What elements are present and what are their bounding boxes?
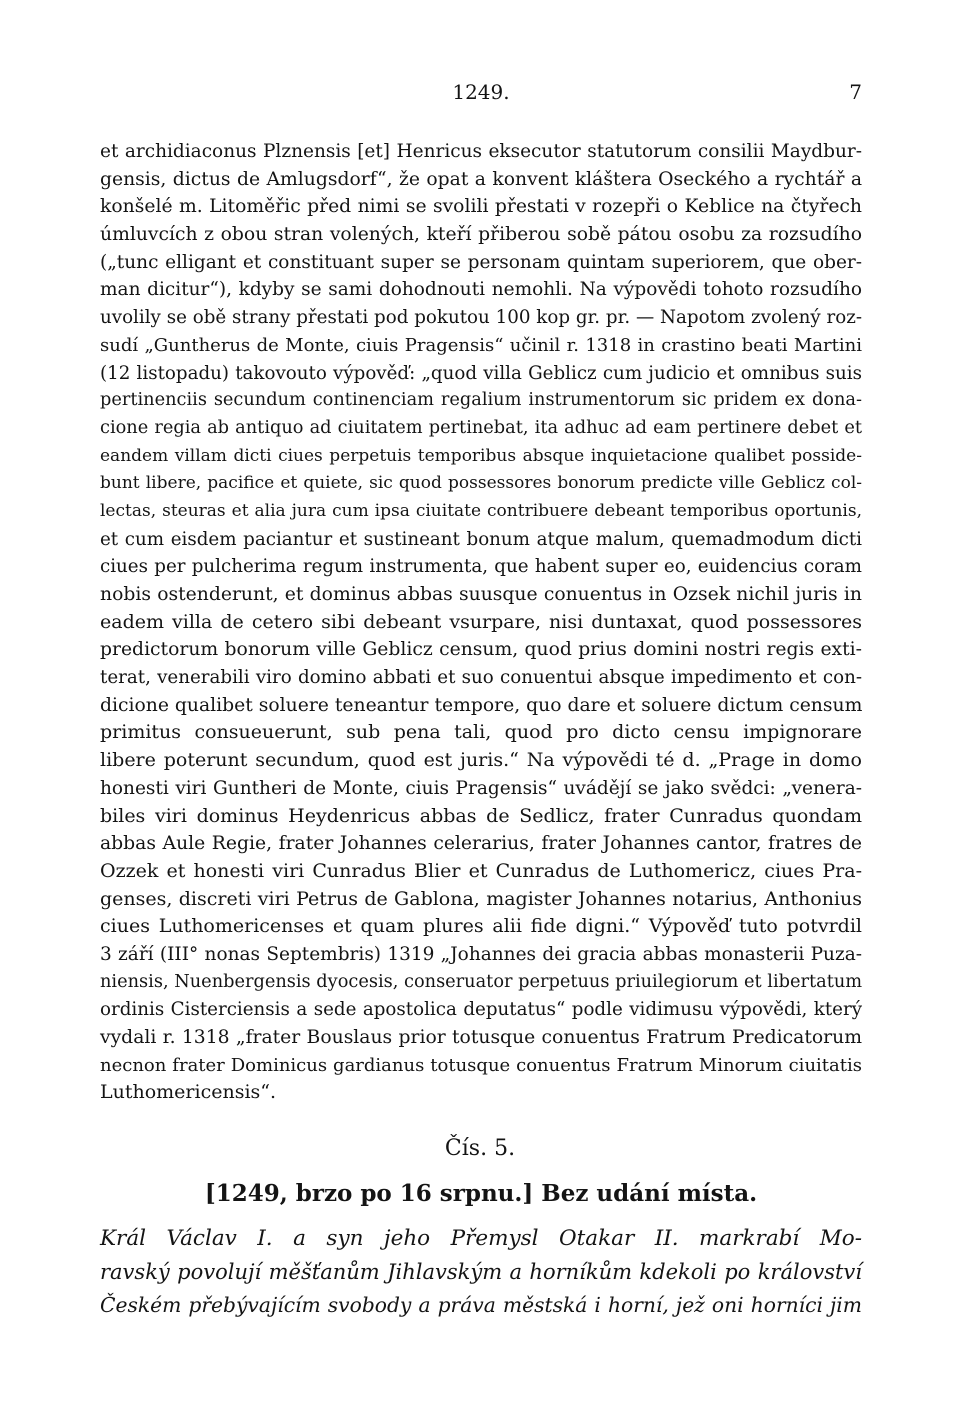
text-line: Luthomericensis“. — [100, 1081, 277, 1104]
text-line: dicione qualibet soluere teneantur tempore, quo dare et soluere dictum censum — [100, 694, 863, 716]
text-line: bunt libere, pacifice et quiete, sic quod possessores bonorum predicte ville Geblicz col- — [100, 473, 862, 494]
regest-line: ravský povolují měšťanům Jihlavským a horníkům kdekoli po království — [100, 1259, 862, 1284]
document-heading: [1249, brzo po 16 srpnu.] Bez udání místa. — [204, 1180, 758, 1207]
text-line: lectas, steuras et alia jura cum ipsa ciuitate contribuere debeant temporibus oportunis, — [100, 500, 862, 521]
regest-line: Král Václav I. a syn jeho Přemysl Otakar II. markrabí Mo- — [100, 1226, 862, 1251]
text-line: (12 listopadu) takovouto výpověď: „quod villa Geblicz cum judicio et omnibus suis — [100, 362, 862, 384]
document-number: Čís. 5. — [444, 1136, 516, 1161]
body-text — [100, 138, 862, 1107]
text-line: honesti viri Guntheri de Monte, ciuis Pragensis“ uvádějí se jako svědci: „venera- — [100, 777, 862, 799]
text-line: vydali r. 1318 „frater Bouslaus prior totusque conuentus Fratrum Predicatorum — [100, 1027, 862, 1048]
regest-line: Českém přebývajícím svobody a práva městská i horní, jež oni horníci jim — [100, 1293, 862, 1317]
text-line: Ozzek et honesti viri Cunradus Blier et Cunradus de Luthomericz, ciues Pra- — [100, 859, 862, 882]
page-number: 7 — [849, 80, 862, 104]
text-line: cione regia ab antiquo ad ciuitatem pertinebat, ita adhuc ad eam pertinere debet et — [100, 417, 862, 438]
text-line: eandem villam dicti ciues perpetuis temporibus absque inquietacione qualibet posside- — [100, 445, 862, 466]
text-line: úmluvcích z obou stran volených, kteří přiberou sobě pátou osobu za rozsudího — [100, 224, 862, 246]
text-line: nobis ostenderunt, et dominus abbas suusque conuentus in Ozsek nichil juris in — [100, 584, 862, 605]
text-line: gensis, dictus de Amlugsdorf“, že opat a konvent kláštera Oseckého a rychtář a — [100, 168, 862, 190]
text-line: necnon frater Dominicus gardianus totusque conuentus Fratrum Minorum ciuitatis — [100, 1054, 862, 1076]
text-line: pertinenciis secundum continenciam regalium instrumentorum sic pridem ex dona- — [100, 390, 862, 411]
text-line: predictorum bonorum ville Geblicz censum, quod prius domini nostri regis exti- — [100, 639, 862, 661]
text-line: et archidiaconus Plznensis [et] Henricus eksecutor statutorum consilii Maydbur- — [100, 141, 862, 162]
text-line: konšelé m. Litoměřic před nimi se svolili přestati v rozepři o Keblice na čtyřech — [100, 196, 862, 218]
text-line: genses, discreti viri Petrus de Gablona, magister Johannes notarius, Anthonius — [100, 887, 862, 910]
text-line: abbas Aule Regie, frater Johannes celerarius, frater Johannes cantor, fratres de — [100, 833, 862, 855]
text-line: niensis, Nuenbergensis dyocesis, conseruator perpetuus priuilegiorum et libertatum — [100, 971, 863, 992]
text-line: sudí „Guntherus de Monte, ciuis Pragensis“ učinil r. 1318 in crastino beati Martini — [100, 334, 862, 356]
text-line: ordinis Cisterciensis a sede apostolica deputatus“ podle vidimusu výpovědi, který — [100, 999, 862, 1021]
text-line: uvolily se obě strany přestati pod pokutou 100 kop gr. pr. — Napotom zvolený roz- — [100, 307, 862, 329]
text-line: („tunc elligant et constituant super se personam quintam superiorem, que ober- — [100, 251, 862, 273]
text-line: primitus consueuerunt, sub pena tali, quod pro dicto censu impignorare — [100, 721, 862, 744]
text-line: ciues per pulcherima regum instrumenta, que habent super eo, euidencius coram — [100, 556, 862, 578]
running-header — [100, 80, 862, 110]
text-line: eadem villa de cetero sibi debeant vsurpare, nisi duntaxat, quod possessores — [100, 610, 862, 633]
text-line: man dicitur“), kdyby se sami dohodnouti nemohli. Na výpovědi tohoto rozsudího — [100, 279, 862, 301]
text-line: 3 září (III° nonas Septembris) 1319 „Johannes dei gracia abbas monasterii Puza- — [100, 943, 862, 965]
header-year: 1249. — [452, 80, 510, 104]
text-line: et cum eisdem paciantur et sustineant bonum atque malum, quemadmodum dicti — [100, 528, 862, 550]
text-line: terat, venerabili viro domino abbati et suo conuentui absque impedimento et con- — [100, 667, 862, 689]
text-line: libere poterunt secundum, quod est juris.“ Na výpovědi té d. „Prage in domo — [100, 749, 862, 772]
regest-summary — [100, 1222, 862, 1323]
text-line: ciues Luthomericenses et quam plures alii fide digni.“ Výpověď tuto potvrdil — [100, 915, 862, 938]
text-line: biles viri dominus Heydenricus abbas de Sedlicz, frater Cunradus quondam — [100, 804, 862, 827]
